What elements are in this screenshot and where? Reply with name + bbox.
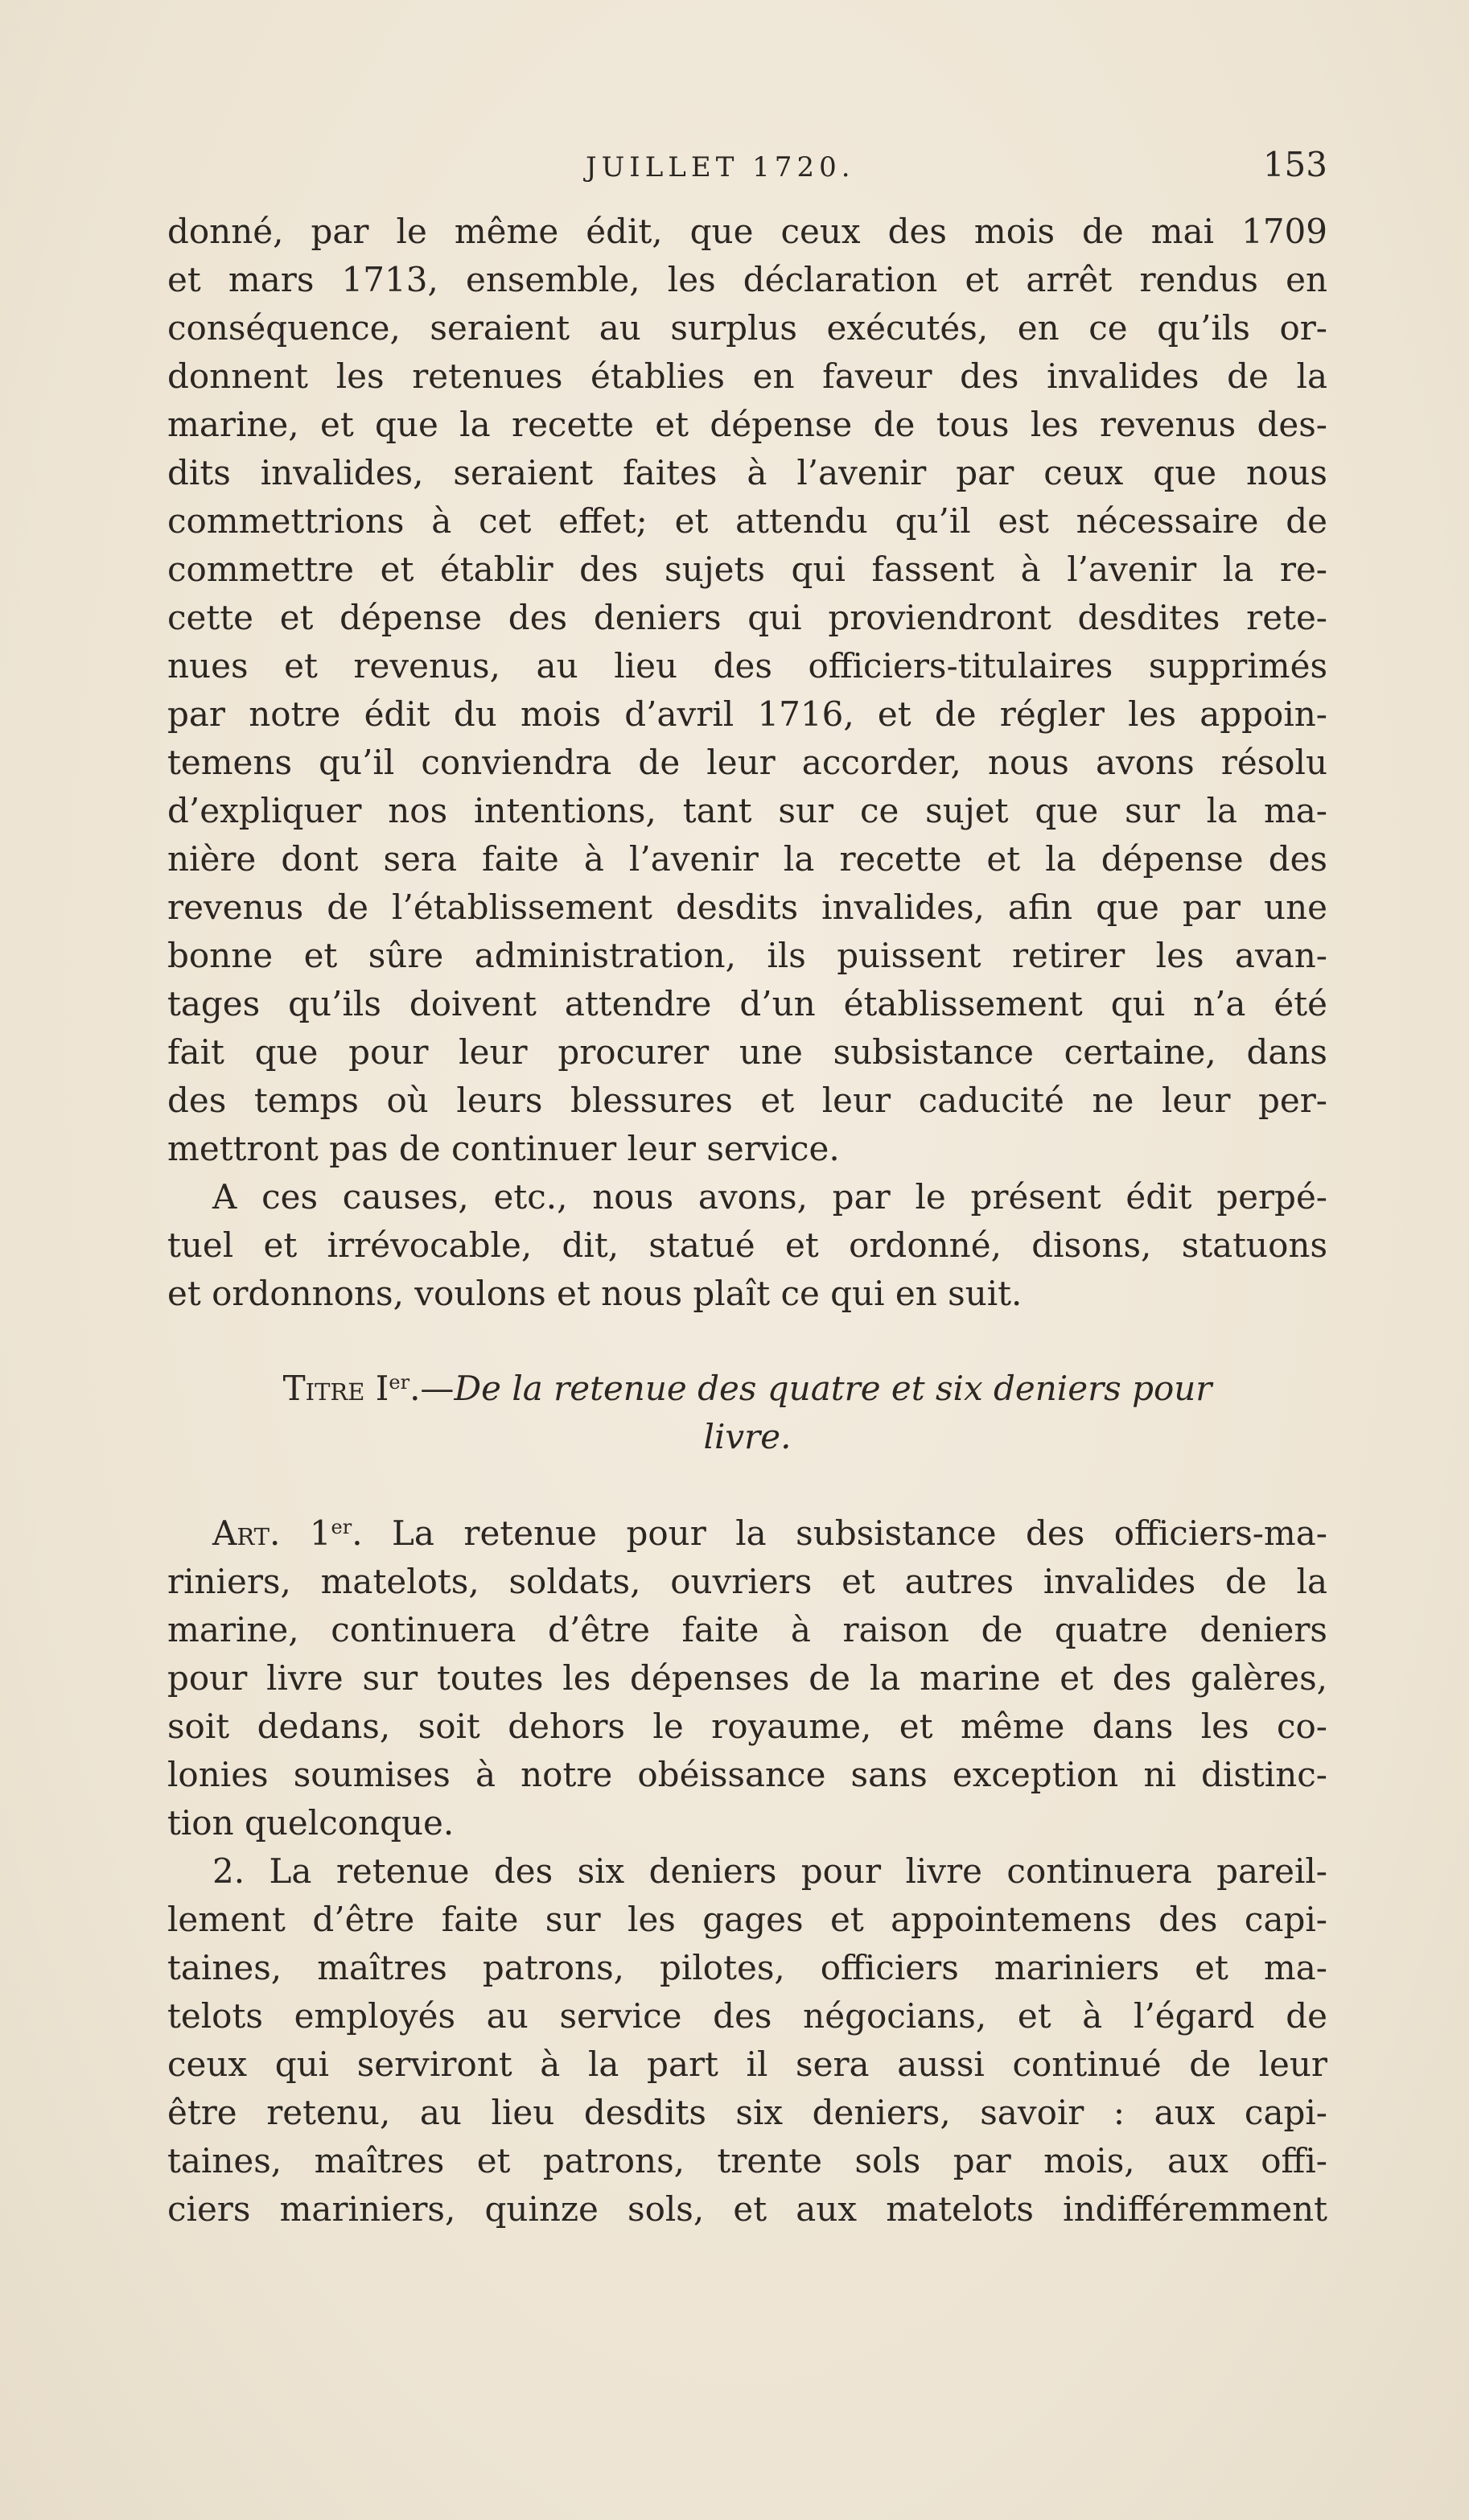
text-line: donnent les retenues établies en faveur des invalides de la [167,356,1327,396]
text-line: taines, maîtres patrons, pilotes, officiers mariniers et ma- [167,1948,1327,1987]
text-line: d’expliquer nos intentions, tant sur ce sujet que sur la ma- [167,791,1327,830]
text-line: pour livre sur toutes les dépenses de la marine et des galères, [167,1658,1327,1698]
text-line: commettre et établir des sujets qui fassent à l’avenir la re- [167,550,1327,589]
article-1-first-line: . La retenue pour la subsistance des officiers-ma- [352,1513,1327,1553]
text-line: temens qu’il conviendra de leur accorder, nous avons résolu [167,743,1327,782]
section-title-number-sup: er [389,1371,410,1394]
text-line: lement d’être faite sur les gages et appointemens des capi- [167,1900,1327,1939]
running-head: JUILLET 1720. [586,151,855,183]
section-title-text: De la retenue des quatre et six deniers pour [454,1369,1212,1408]
section-title-text-2: livre. [703,1417,792,1456]
section-title-number: I [375,1369,389,1408]
text-line: être retenu, au lieu desdits six deniers, savoir : aux capi- [167,2093,1327,2132]
text-line: 2. La retenue des six deniers pour livre continuera pareil- [212,1851,1327,1891]
text-line: cette et dépense des deniers qui proviendront desdites rete- [167,598,1327,637]
text-line: nues et revenus, au lieu des officiers-titulaires supprimés [167,646,1327,686]
text-line: mettront pas de continuer leur service. [167,1129,840,1168]
section-title-separator: .— [409,1369,455,1408]
text-line: par notre édit du mois d’avril 1716, et de régler les appoin- [167,694,1327,734]
section-title-label: Titre [282,1369,365,1408]
text-line: telots employés au service des négocians, et à l’égard de [167,1996,1327,2036]
text-line: fait que pour leur procurer une subsistance certaine, dans [167,1032,1327,1072]
section-title [167,1365,1327,1413]
text-line: lonies soumises à notre obéissance sans exception ni distinc- [167,1755,1327,1794]
section-title-continued [167,1413,1327,1461]
text-line: revenus de l’établissement desdits invalides, afin que par une [167,887,1327,927]
article-number: 1 [309,1513,331,1553]
text-line: taines, maîtres et patrons, trente sols par mois, aux offi- [167,2141,1327,2180]
text-line: et mars 1713, ensemble, les déclaration et arrêt rendus en [167,260,1327,299]
text-line: A ces causes, etc., nous avons, par le présent édit perpé- [212,1177,1327,1217]
text-line: riniers, matelots, soldats, ouvriers et autres invalides de la [167,1562,1327,1601]
text-line: soit dedans, soit dehors le royaume, et même dans les co- [167,1707,1327,1746]
text-line: nière dont sera faite à l’avenir la recette et la dépense des [167,839,1327,879]
text-line: ceux qui serviront à la part il sera aussi continué de leur [167,2044,1327,2084]
text-line: ciers mariniers, quinze sols, et aux matelots indifféremment [167,2189,1327,2229]
text-line: tuel et irrévocable, dit, statué et ordonné, disons, statuons [167,1225,1327,1265]
text-line: et ordonnons, voulons et nous plaît ce qui en suit. [167,1274,1023,1313]
text-line: tages qu’ils doivent attendre d’un établissement qui n’a été [167,984,1327,1023]
text-line: bonne et sûre administration, ils puissent retirer les avan- [167,936,1327,975]
text-line: marine, et que la recette et dépense de tous les revenus des- [167,405,1327,444]
text-line: des temps où leurs blessures et leur caducité ne leur per- [167,1081,1327,1120]
text-line: donné, par le même édit, que ceux des mois de mai 1709 [167,212,1327,251]
text-line: marine, continuera d’être faite à raison de quatre deniers [167,1610,1327,1649]
text-line: conséquence, seraient au surplus exécutés, en ce qu’ils or- [167,308,1327,348]
text-line: commettrions à cet effet; et attendu qu’il est nécessaire de [167,501,1327,541]
article-label: Art. [212,1513,281,1553]
article-number-sup: er [331,1516,352,1538]
text-line: dits invalides, seraient faites à l’avenir par ceux que nous [167,453,1327,492]
page-number: 153 [1262,145,1327,184]
text-line: tion quelconque. [167,1803,455,1843]
article-1-heading-line [167,1509,1327,1558]
page-header [167,145,1327,193]
